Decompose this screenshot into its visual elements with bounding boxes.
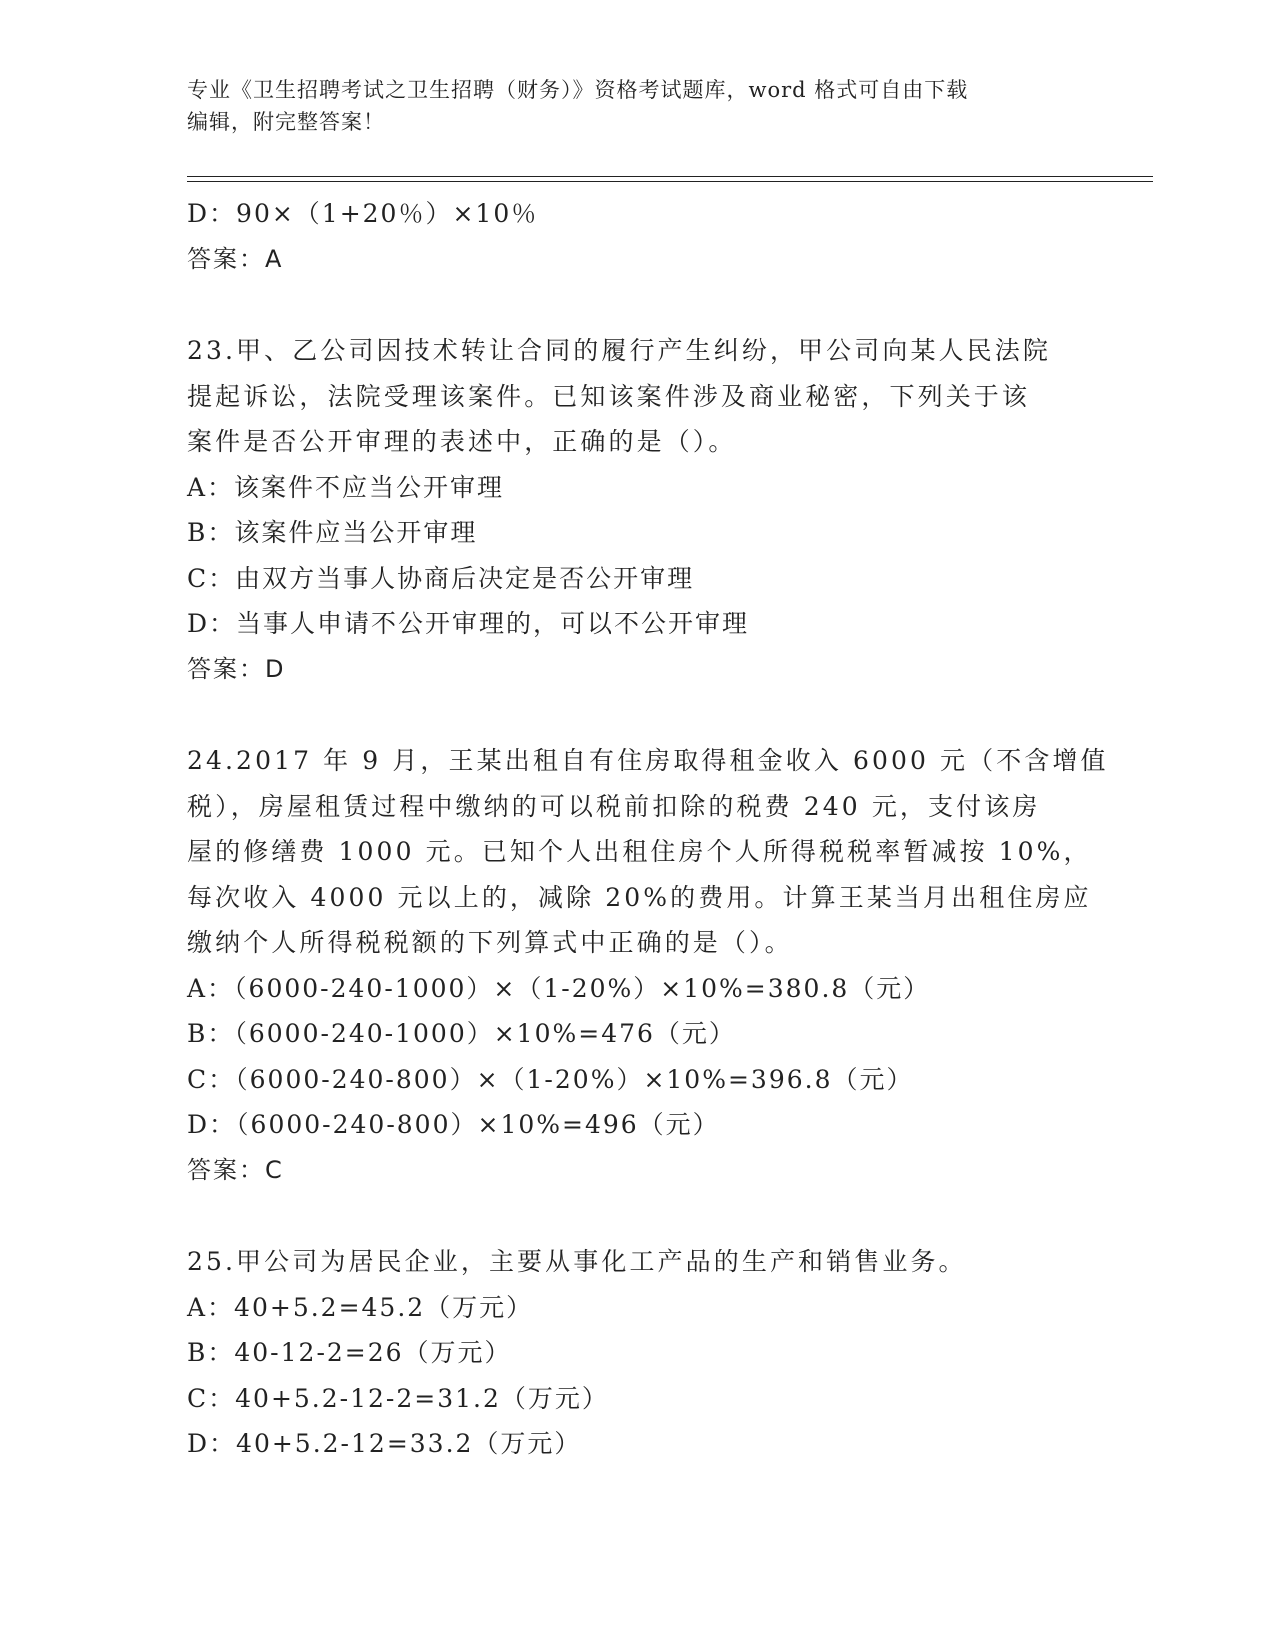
question-stem-line: 提起诉讼，法院受理该案件。已知该案件涉及商业秘密，下列关于该 <box>187 381 1031 411</box>
question-stem-line: 屋的修缮费 1000 元。已知个人出租住房个人所得税税率暂减按 10%， <box>187 837 1092 866</box>
header-line-2: 编辑，附完整答案！ <box>187 110 385 134</box>
question-stem-line: 缴纳个人所得税税额的下列算式中正确的是（）。 <box>187 928 793 957</box>
option-a: A：（6000-240-1000）×（1-20%）×10%=380.8（元） <box>187 973 931 1003</box>
option-b: B：40-12-2=26（万元） <box>187 1338 512 1367</box>
answer-line: 答案：A <box>187 244 284 273</box>
answer-line: 答案：D <box>187 654 286 683</box>
option-a: A：该案件不应当公开审理 <box>187 472 505 502</box>
question-24 <box>187 738 1109 1193</box>
option-b: B：（6000-240-1000）×10%=476（元） <box>187 1019 736 1048</box>
header-divider-bottom <box>187 181 1153 182</box>
question-content <box>187 191 1109 1467</box>
question-stem-line: 25.甲公司为居民企业，主要从事化工产品的生产和销售业务。 <box>187 1247 967 1276</box>
option-d: D：（6000-240-800）×10%=496（元） <box>187 1110 720 1139</box>
question-23 <box>187 328 1087 692</box>
option-c: C：（6000-240-800）×（1-20%）×10%=396.8（元） <box>187 1064 914 1094</box>
header-divider-top <box>187 176 1153 177</box>
document-header <box>187 74 1067 138</box>
option-a: A：40+5.2=45.2（万元） <box>187 1292 534 1322</box>
option-b: B：该案件应当公开审理 <box>187 518 478 547</box>
question-stem-line: 23.甲、乙公司因技术转让合同的履行产生纠纷，甲公司向某人民法院 <box>187 336 1051 365</box>
question-25 <box>187 1239 1087 1467</box>
question-stem-line: 24.2017 年 9 月，王某出租自有住房取得租金收入 6000 元（不含增值 <box>187 746 1109 775</box>
option-d: D：当事人申请不公开审理的，可以不公开审理 <box>187 609 750 638</box>
question-stem-line: 税），房屋租赁过程中缴纳的可以税前扣除的税费 240 元，支付该房 <box>187 791 1041 821</box>
header-line-1: 专业《卫生招聘考试之卫生招聘（财务）》资格考试题库，word 格式可自由下载 <box>187 78 969 102</box>
answer-line: 答案：C <box>187 1155 284 1184</box>
option-c: C：由双方当事人协商后决定是否公开审理 <box>187 563 695 593</box>
option-d: D：40+5.2-12=33.2（万元） <box>187 1429 582 1458</box>
option-d: D：90×（1+20％）×10％ <box>187 199 539 228</box>
question-stem-line: 每次收入 4000 元以上的，减除 20%的费用。计算王某当月出租住房应 <box>187 882 1092 912</box>
option-c: C：40+5.2-12-2=31.2（万元） <box>187 1383 609 1413</box>
question-stem-line: 案件是否公开审理的表述中，正确的是（）。 <box>187 427 737 456</box>
